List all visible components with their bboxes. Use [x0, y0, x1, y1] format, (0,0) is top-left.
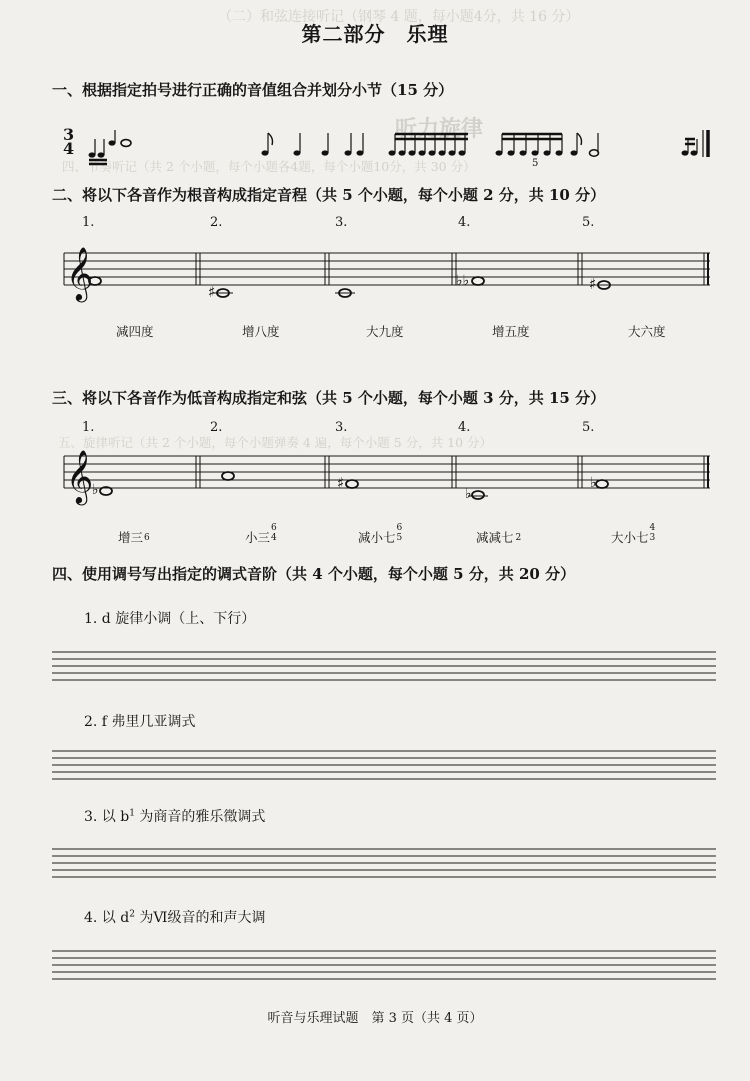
- s4-item-4-text: 4. 以 $d^2$ 为Ⅵ级音的和声大调: [84, 909, 266, 926]
- s2-item-3-label: 大九度: [366, 324, 404, 339]
- s3-item-4-number: 4.: [458, 420, 471, 435]
- svg-text:♭: ♭: [92, 482, 99, 498]
- svg-text:♭: ♭: [590, 475, 597, 491]
- section-3-heading: 三、将以下各音作为低音构成指定和弦（共 5 个小题，每个小题 3 分，共 15 分）: [52, 389, 606, 407]
- blank-staff-1: [52, 652, 716, 680]
- section-2-heading: 二、将以下各音作为根音构成指定音程（共 5 个小题，每个小题 2 分，共 10 分）: [52, 186, 606, 204]
- ghost-text-mid: 四、节奏听记（共 2 个小题，每个小题各4题，每个小题10分，共 30 分）: [62, 159, 476, 174]
- treble-clef-icon: 𝄞: [66, 246, 94, 300]
- page-footer: 听音与乐理试题 第 3 页（共 4 页）: [267, 1011, 483, 1026]
- s2-item-5-label: 大六度: [628, 324, 666, 339]
- s2-item-5-number: 5.: [582, 215, 595, 230]
- s2-item-2-number: 2.: [210, 215, 223, 230]
- svg-text:♯: ♯: [589, 275, 597, 293]
- svg-text:♯: ♯: [337, 474, 345, 492]
- blank-staff-2: [52, 751, 716, 779]
- tuplet-number: 5: [532, 158, 539, 169]
- s2-item-4-label: 增五度: [492, 324, 530, 339]
- s4-item-2-text: 2. f 弗里几亚调式: [84, 714, 196, 730]
- ghost-text-top: （二）和弦连接听记（钢琴 4 题，每小题4分，共 16 分）: [218, 9, 580, 25]
- s4-item-3-text: 3. 以 $b^1$ 为商音的雅乐徵调式: [84, 808, 266, 825]
- s3-item-2-number: 2.: [210, 420, 223, 435]
- s2-item-2-label: 增八度: [242, 324, 280, 339]
- s3-item-3-number: 3.: [335, 420, 348, 435]
- svg-text:♭: ♭: [465, 486, 472, 502]
- s3-item-2-label: 小三 6 4: [245, 523, 277, 545]
- s2-item-1-label: 减四度: [116, 324, 154, 339]
- page-title: 第二部分 乐理: [301, 22, 449, 46]
- s3-item-1-label: 增三 6: [118, 530, 150, 545]
- section-4-heading: 四、使用调号写出指定的调式音阶（共 4 个小题，每个小题 5 分，共 20 分）: [52, 565, 576, 583]
- blank-staff-3: [52, 849, 716, 877]
- s2-item-1-number: 1.: [82, 215, 95, 230]
- s3-item-5-number: 5.: [582, 420, 595, 435]
- s3-item-1-number: 1.: [82, 420, 95, 435]
- svg-text:♯: ♯: [208, 283, 216, 301]
- s3-item-5-label: 大小七 4 3: [611, 523, 656, 545]
- time-signature: 3 4: [63, 125, 75, 158]
- treble-clef-icon: 𝄞: [66, 449, 94, 503]
- svg-text:♭♭: ♭♭: [456, 273, 470, 289]
- s3-item-4-label: 减减七 2: [476, 530, 522, 545]
- blank-staff-4: [52, 951, 716, 979]
- ghost-text-low: 五、旋律听记（共 2 个小题，每个小题弹奏 4 遍，每个小题 5 分，共 10 分）: [58, 435, 493, 450]
- ghost-heading: 听力旋律: [395, 116, 484, 142]
- section-1-heading: 一、根据指定拍号进行正确的音值组合并划分小节（15 分）: [52, 81, 454, 99]
- s3-item-3-label: 减小七 6 5: [358, 523, 403, 545]
- s2-item-4-number: 4.: [458, 215, 471, 230]
- s2-item-3-number: 3.: [335, 215, 348, 230]
- s4-item-1-text: 1. d 旋律小调（上、下行）: [84, 611, 256, 627]
